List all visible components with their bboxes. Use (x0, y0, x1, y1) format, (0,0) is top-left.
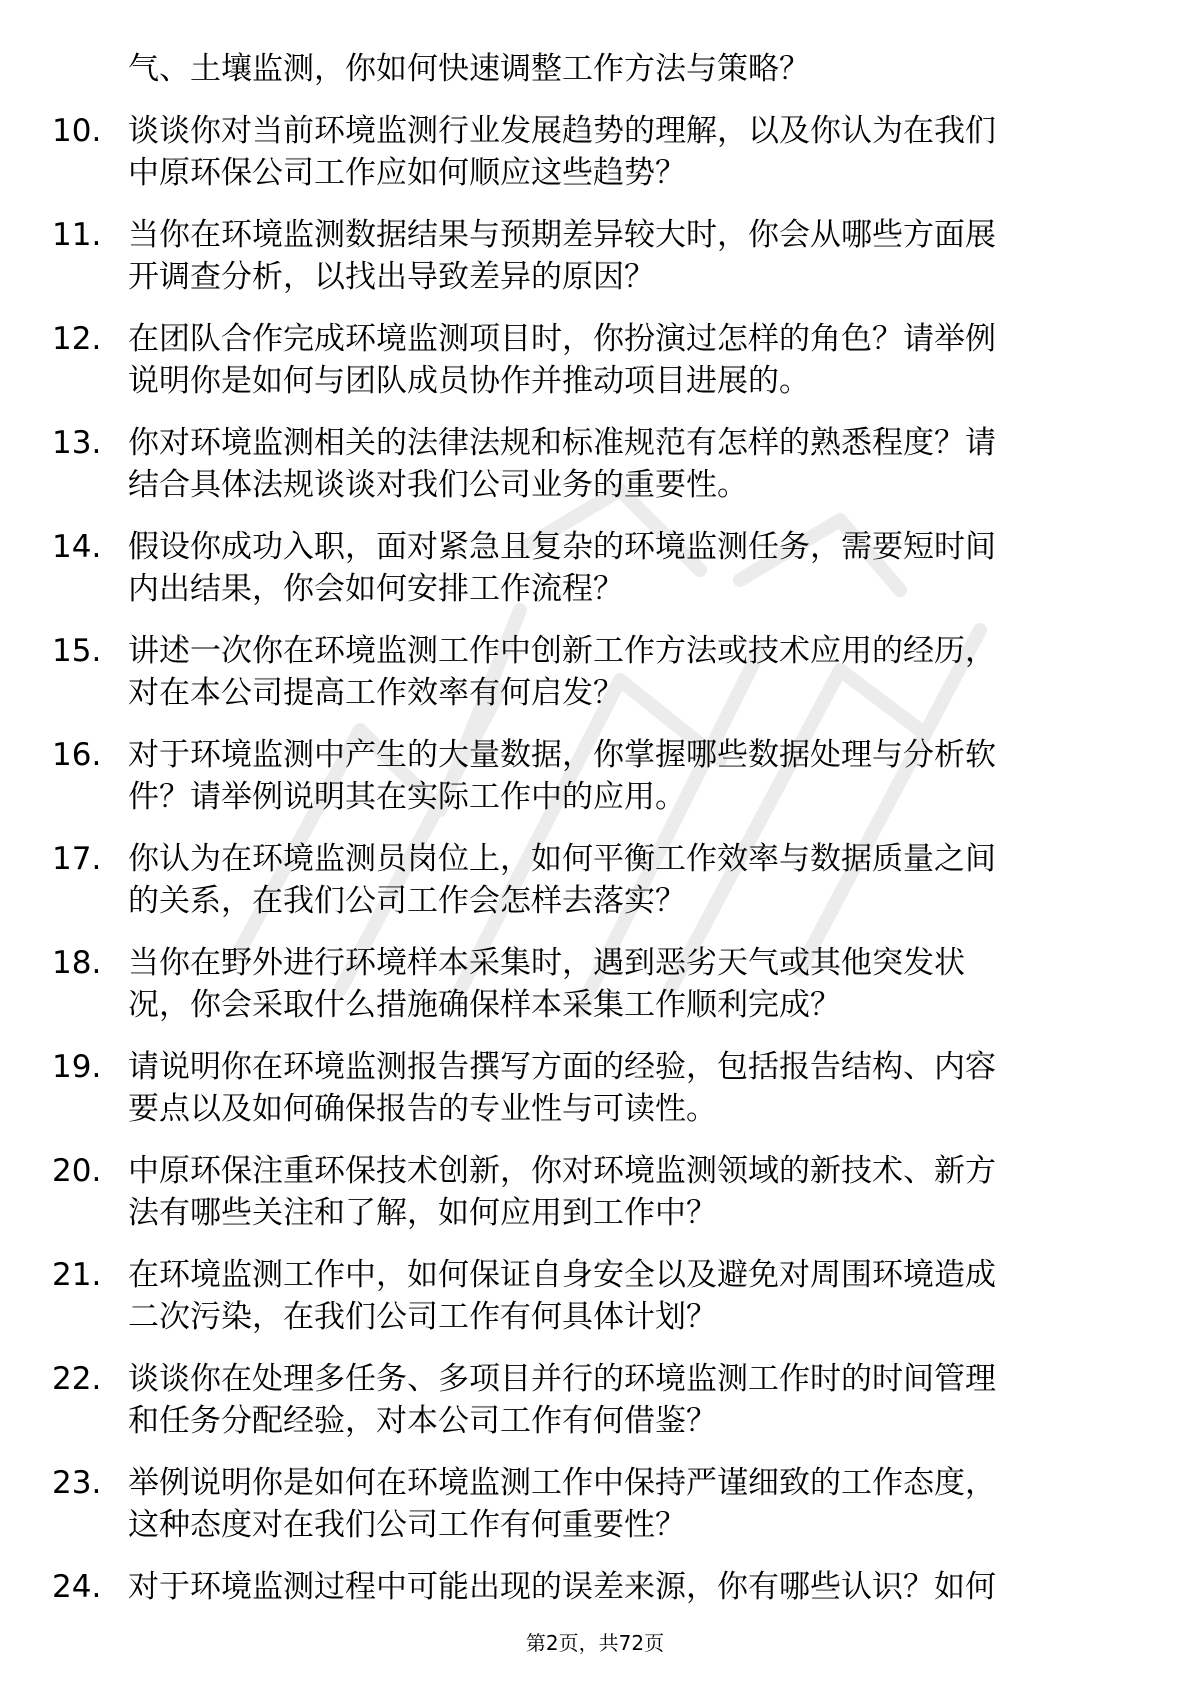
question-item (0, 526, 1190, 630)
question-number: 24. (52, 1569, 102, 1605)
question-item (0, 1150, 1190, 1254)
question-item (0, 422, 1190, 526)
question-number: 10. (52, 113, 102, 149)
question-item (0, 318, 1190, 422)
question-text (128, 214, 1128, 298)
question-text-line: 在团队合作完成环境监测项目时，你扮演过怎样的角色？请举例 (128, 321, 996, 357)
question-text-line: 当你在野外进行环境样本采集时，遇到恶劣天气或其他突发状 (128, 945, 965, 981)
question-text-line: 请说明你在环境监测报告撰写方面的经验，包括报告结构、内容 (128, 1049, 996, 1085)
question-item (0, 1046, 1190, 1150)
question-item (0, 214, 1190, 318)
question-number: 15. (52, 633, 102, 669)
question-text-line: 内出结果，你会如何安排工作流程？ (128, 571, 624, 607)
question-text-line: 假设你成功入职，面对紧急且复杂的环境监测任务，需要短时间 (128, 529, 996, 565)
question-text-line: 结合具体法规谈谈对我们公司业务的重要性。 (128, 467, 748, 503)
continuation-line: 气、土壤监测，你如何快速调整工作方法与策略？ (128, 51, 810, 87)
question-text-line: 和任务分配经验，对本公司工作有何借鉴？ (128, 1403, 717, 1439)
question-text-line: 说明你是如何与团队成员协作并推动项目进展的。 (128, 363, 810, 399)
question-text (128, 1358, 1128, 1442)
question-text (128, 110, 1128, 194)
question-number: 19. (52, 1049, 102, 1085)
question-number: 14. (52, 529, 102, 565)
question-text-line: 对于环境监测中产生的大量数据，你掌握哪些数据处理与分析软 (128, 737, 996, 773)
question-text (128, 318, 1128, 402)
question-text-line: 对在本公司提高工作效率有何启发？ (128, 675, 624, 711)
question-text-line: 当你在环境监测数据结果与预期差异较大时，你会从哪些方面展 (128, 217, 996, 253)
question-item (0, 1254, 1190, 1358)
question-number: 11. (52, 217, 102, 253)
question-text-line: 况，你会采取什么措施确保样本采集工作顺利完成？ (128, 987, 841, 1023)
question-text (128, 734, 1128, 818)
question-item (0, 110, 1190, 214)
question-item (0, 734, 1190, 838)
question-text (128, 1046, 1128, 1130)
question-item (0, 942, 1190, 1046)
question-text (128, 942, 1128, 1026)
question-text (128, 838, 1128, 922)
question-text-line: 中原环保注重环保技术创新，你对环境监测领域的新技术、新方 (128, 1153, 996, 1189)
page-footer: 第2页，共72页 (525, 1631, 665, 1655)
question-number: 21. (52, 1257, 102, 1293)
question-text (128, 526, 1128, 610)
question-number: 13. (52, 425, 102, 461)
question-number: 22. (52, 1361, 102, 1397)
question-text (128, 422, 1128, 506)
question-number: 23. (52, 1465, 102, 1501)
question-text (128, 1462, 1128, 1546)
question-text-line: 这种态度对在我们公司工作有何重要性？ (128, 1507, 686, 1543)
question-number: 12. (52, 321, 102, 357)
question-number: 16. (52, 737, 102, 773)
question-text-line: 在环境监测工作中，如何保证自身安全以及避免对周围环境造成 (128, 1257, 996, 1293)
question-text-line: 举例说明你是如何在环境监测工作中保持严谨细致的工作态度， (128, 1465, 996, 1501)
question-text-line: 谈谈你在处理多任务、多项目并行的环境监测工作时的时间管理 (128, 1361, 996, 1397)
question-text-line: 你认为在环境监测员岗位上，如何平衡工作效率与数据质量之间 (128, 841, 996, 877)
question-item (0, 1462, 1190, 1566)
question-number: 18. (52, 945, 102, 981)
question-text-line: 你对环境监测相关的法律法规和标准规范有怎样的熟悉程度？请 (128, 425, 996, 461)
question-text (128, 1254, 1128, 1338)
question-number: 17. (52, 841, 102, 877)
question-text-line: 二次污染，在我们公司工作有何具体计划？ (128, 1299, 717, 1335)
question-text-line: 法有哪些关注和了解，如何应用到工作中？ (128, 1195, 717, 1231)
question-text-line: 的关系，在我们公司工作会怎样去落实？ (128, 883, 686, 919)
question-list (0, 110, 1190, 1670)
question-text (128, 1150, 1128, 1234)
question-item (0, 1358, 1190, 1462)
question-text-line: 对于环境监测过程中可能出现的误差来源，你有哪些认识？如何 (128, 1569, 996, 1605)
question-item (0, 838, 1190, 942)
question-text-line: 谈谈你对当前环境监测行业发展趋势的理解，以及你认为在我们 (128, 113, 996, 149)
question-text-line: 讲述一次你在环境监测工作中创新工作方法或技术应用的经历， (128, 633, 996, 669)
question-text (128, 1566, 1128, 1608)
question-number: 20. (52, 1153, 102, 1189)
question-text-line: 中原环保公司工作应如何顺应这些趋势？ (128, 155, 686, 191)
question-text (128, 630, 1128, 714)
question-text-line: 要点以及如何确保报告的专业性与可读性。 (128, 1091, 717, 1127)
question-item (0, 630, 1190, 734)
question-text-line: 件？请举例说明其在实际工作中的应用。 (128, 779, 686, 815)
question-text-line: 开调查分析，以找出导致差异的原因？ (128, 259, 655, 295)
